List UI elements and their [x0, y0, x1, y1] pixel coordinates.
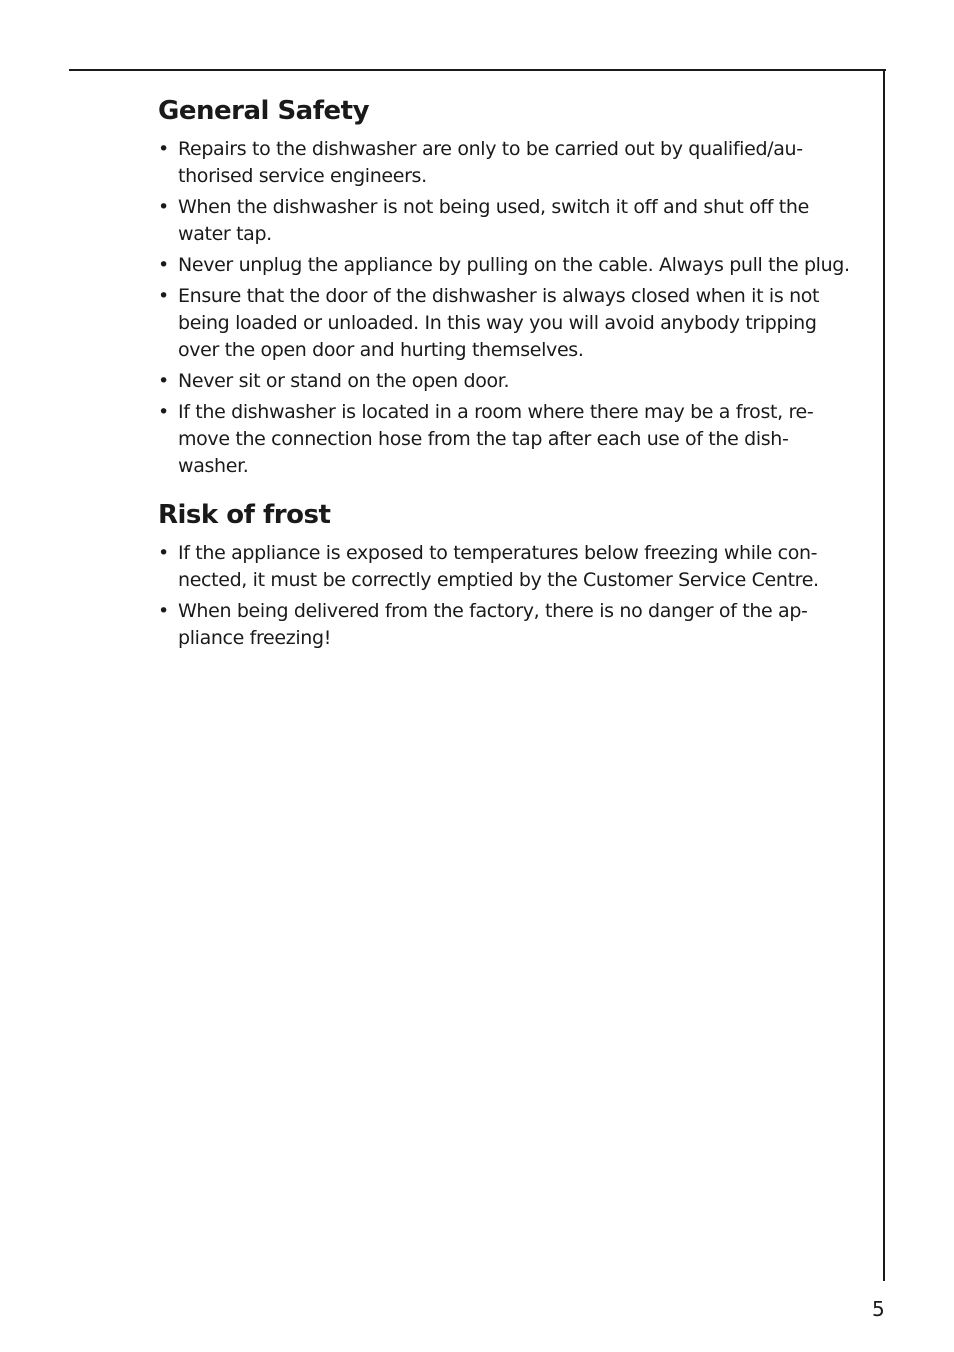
list-item-text: Never sit or stand on the open door.	[178, 370, 510, 392]
list-item	[158, 598, 858, 652]
bullet-icon: •	[158, 138, 169, 160]
bullet-icon: •	[158, 600, 169, 622]
bullet-icon: •	[158, 542, 169, 564]
list-item-text: Ensure that the door of the dishwasher is always closed when it is not being loaded or unloaded. In this way you will avoid anybody tripping over the open door and hurting themselves.	[178, 285, 820, 361]
general-safety-heading: General Safety	[158, 96, 370, 126]
list-item-text: Repairs to the dishwasher are only to be carried out by qualified/au-thorised service engineers.	[178, 138, 803, 187]
bullet-icon: •	[158, 254, 169, 276]
right-rule	[883, 69, 885, 1281]
bullet-icon: •	[158, 370, 169, 392]
risk-of-frost-heading: Risk of frost	[158, 500, 331, 530]
list-item-text: If the dishwasher is located in a room where there may be a frost, re-move the connection hose from the tap after each use of the dish-washer.	[178, 401, 814, 477]
bullet-icon: •	[158, 401, 169, 423]
top-rule	[69, 69, 886, 71]
risk-of-frost-list	[158, 540, 858, 652]
page-content	[158, 94, 858, 656]
list-item	[158, 252, 858, 279]
page-number: 5	[872, 1297, 885, 1321]
bullet-icon: •	[158, 285, 169, 307]
bullet-icon: •	[158, 196, 169, 218]
general-safety-list	[158, 136, 858, 480]
list-item	[158, 283, 858, 364]
list-item	[158, 368, 858, 395]
list-item-text: Never unplug the appliance by pulling on the cable. Always pull the plug.	[178, 254, 850, 276]
list-item-text: If the appliance is exposed to temperatures below freezing while con-nected, it must be correctly emptied by the Customer Service Centre.	[178, 542, 819, 591]
list-item	[158, 399, 858, 480]
list-item	[158, 194, 858, 248]
list-item-text: When being delivered from the factory, there is no danger of the ap-pliance freezing!	[178, 600, 808, 649]
list-item	[158, 136, 858, 190]
list-item	[158, 540, 858, 594]
list-item-text: When the dishwasher is not being used, switch it off and shut off the water tap.	[178, 196, 809, 245]
